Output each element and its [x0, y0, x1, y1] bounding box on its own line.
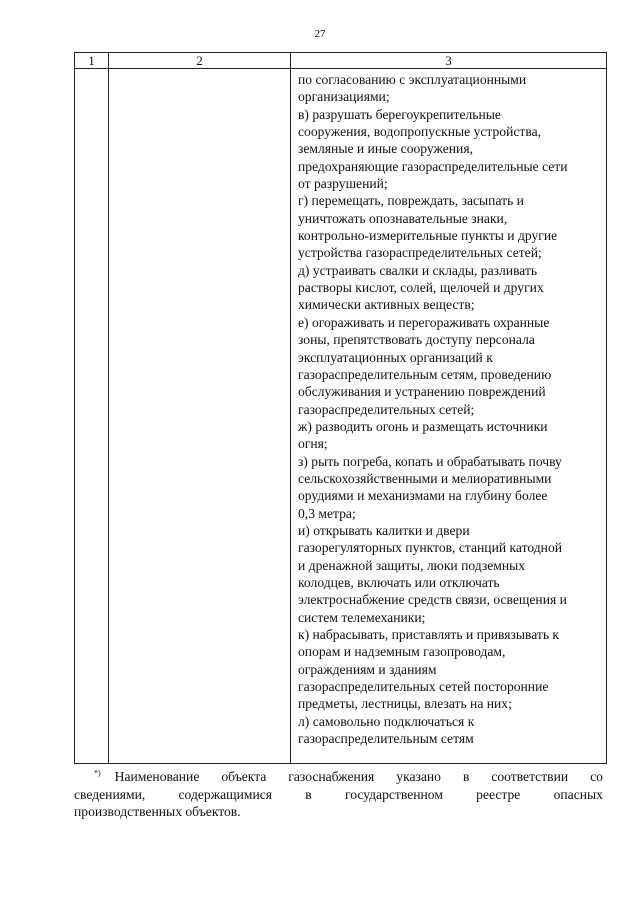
footnote-word: в	[305, 786, 312, 802]
footnote-word: реестре	[476, 786, 521, 802]
footnote-line-1	[74, 768, 603, 786]
text-line: организациями;	[298, 89, 390, 105]
text-line: опорам и надземным газопроводам,	[298, 644, 506, 660]
text-line: от разрушений;	[298, 176, 388, 192]
column-header-1: 1	[75, 53, 109, 69]
text-line: растворы кислот, солей, щелочей и других	[298, 280, 544, 296]
text-line: г) перемещать, повреждать, засыпать и	[298, 193, 524, 209]
text-line: и дренажной защиты, люки подземных	[298, 557, 526, 573]
text-line: е) огораживать и перегораживать охранные	[298, 314, 550, 330]
page-number: 27	[314, 28, 326, 40]
footnote-word: содержащимися	[178, 786, 273, 802]
text-line: ж) разводить огонь и размещать источники	[298, 418, 548, 434]
text-line: зоны, препятствовать доступу персонала	[298, 332, 535, 348]
text-line: предметы, лестницы, влезать на них;	[298, 696, 512, 712]
footnote	[74, 768, 603, 821]
footnote-word: объекта	[221, 769, 267, 784]
text-line: газораспределительным сетям, проведению	[298, 366, 552, 382]
text-line: земляные и иные сооружения,	[298, 141, 473, 157]
text-line: предохраняющие газораспределительные сети	[298, 158, 568, 174]
text-line: газорегуляторных пунктов, станций катодной	[298, 540, 563, 556]
footnote-word: государственном	[344, 786, 443, 802]
text-line: в) разрушать берегоукрепительные	[298, 106, 501, 122]
table-row	[75, 69, 607, 764]
table-cell-col3	[291, 69, 607, 764]
footnote-word: опасных	[553, 786, 603, 802]
text-line: 0,3 метра;	[298, 505, 356, 521]
table-cell-col1	[75, 69, 109, 764]
text-line: газораспределительным сетям	[298, 731, 474, 747]
text-line: газораспределительных сетей;	[298, 401, 475, 417]
text-line: электроснабжение средств связи, освещения и	[298, 592, 567, 608]
text-line: колодцев, включать или отключать	[298, 574, 500, 590]
text-line: систем телемеханики;	[298, 609, 426, 625]
text-line: уничтожать опознавательные знаки,	[298, 210, 508, 226]
prohibitions-text	[291, 69, 606, 747]
text-line: з) рыть погреба, копать и обрабатывать почву	[298, 453, 562, 469]
footnote-word: со	[590, 769, 603, 784]
text-line: устройства газораспределительных сетей;	[298, 245, 542, 261]
text-line: обслуживания и устранению повреждений	[298, 384, 546, 400]
footnote-line-3: производственных объектов.	[74, 804, 241, 819]
text-line: ограждениям и зданиям	[298, 661, 437, 677]
text-line: сооружения, водопропускные устройства,	[298, 124, 542, 140]
text-line: химически активных веществ;	[298, 297, 475, 313]
text-line: огня;	[298, 436, 328, 452]
footnote-word-group	[94, 768, 199, 786]
footnote-line-2	[74, 786, 603, 804]
table-cell-col2	[109, 69, 291, 764]
footnote-word: газоснабжения	[288, 769, 375, 784]
text-line: газораспределительных сетей посторонние	[298, 679, 549, 695]
table-header-row	[75, 53, 607, 69]
document-table	[74, 52, 607, 764]
footnote-word: в	[462, 769, 470, 784]
text-line: л) самовольно подключаться к	[298, 713, 475, 729]
text-line: контрольно-измерительные пункты и другие	[298, 228, 558, 244]
footnote-word: указано	[396, 769, 441, 784]
text-line: и) открывать калитки и двери	[298, 522, 470, 538]
text-line: сельскохозяйственными и мелиоративными	[298, 470, 552, 486]
text-line: к) набрасывать, приставлять и привязывать к	[298, 627, 560, 642]
footnote-mark: *)	[94, 768, 101, 778]
text-line: орудиями и механизмами на глубину более	[298, 488, 548, 504]
footnote-word: Наименование	[114, 769, 200, 784]
column-header-3: 3	[291, 53, 607, 69]
text-line: эксплуатационных организаций к	[298, 349, 493, 365]
text-line: д) устраивать свалки и склады, разливать	[298, 262, 538, 278]
text-line: по согласованию с эксплуатационными	[298, 72, 527, 87]
footnote-word: сведениями,	[74, 786, 146, 802]
footnote-word: соответствии	[491, 769, 569, 784]
column-header-2: 2	[109, 53, 291, 69]
